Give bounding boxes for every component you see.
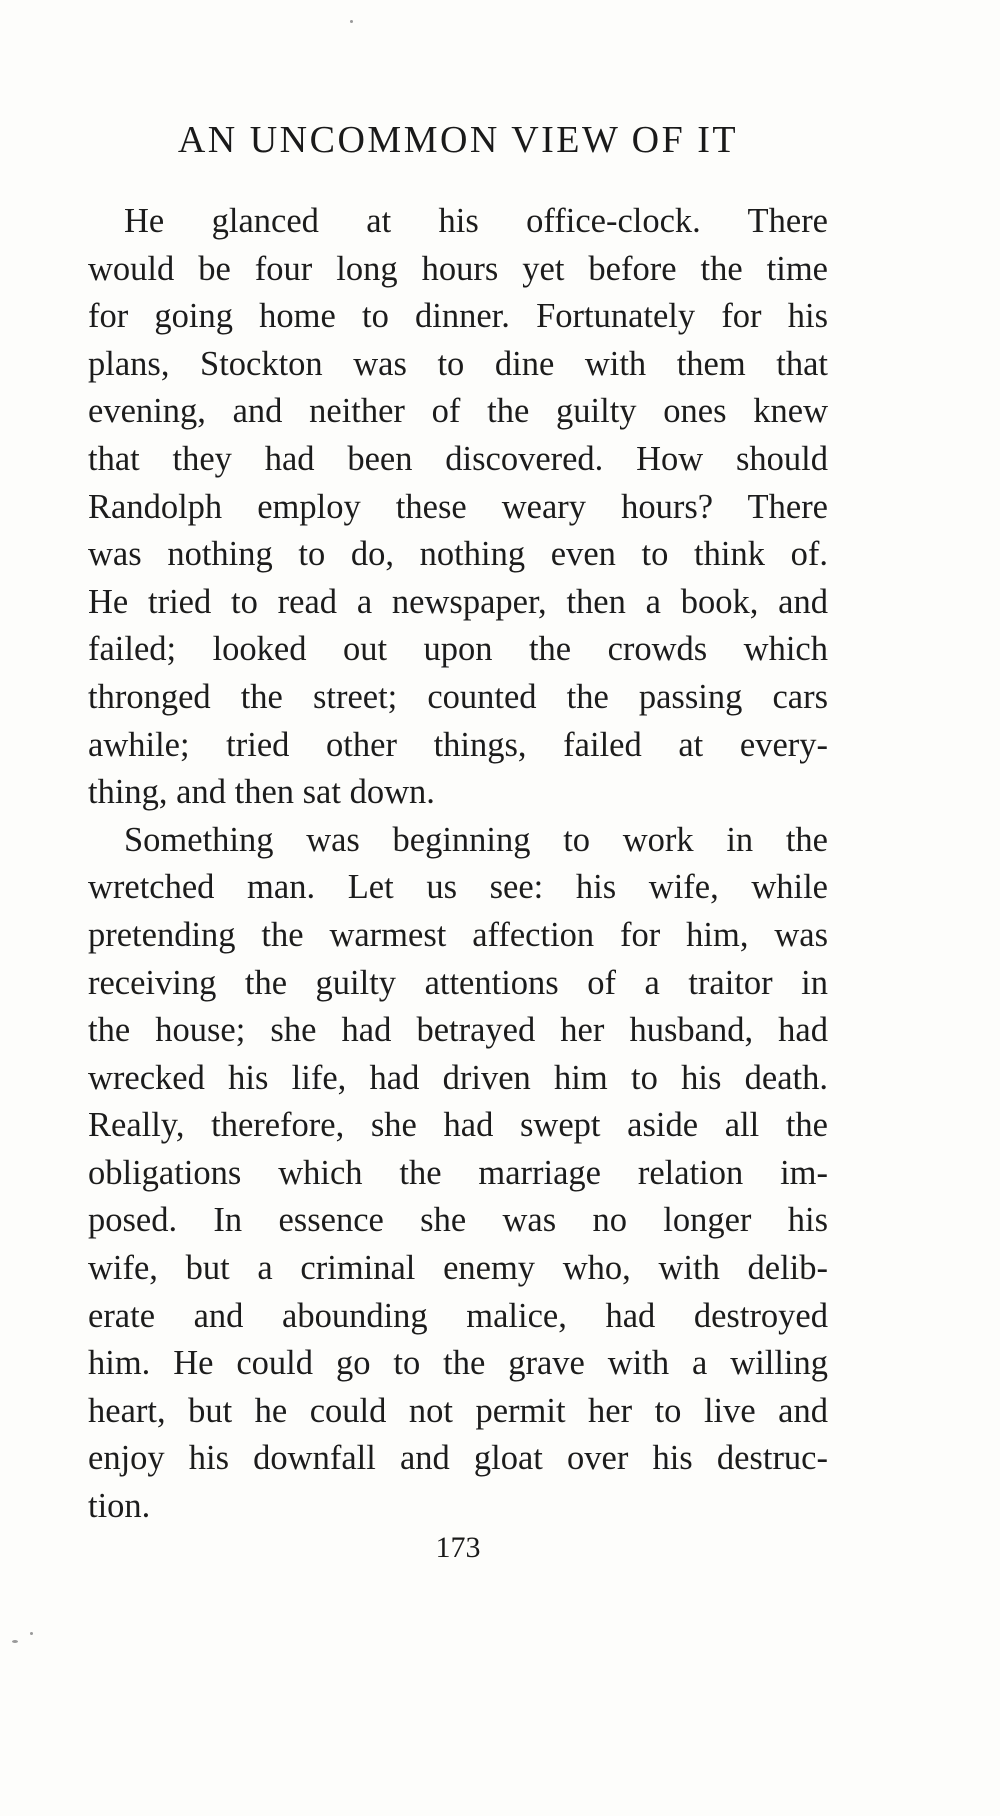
- text-line: thing, and then sat down.: [88, 773, 435, 812]
- text-line: Something was beginning to work in the: [124, 820, 828, 859]
- text-line: heart, but he could not permit her to live and: [88, 1391, 828, 1430]
- text-line: Really, therefore, she had swept aside all the: [88, 1106, 828, 1145]
- page-number: 173: [435, 1531, 481, 1564]
- paragraph-1: [88, 198, 828, 817]
- text-line: wrecked his life, had driven him to his death.: [88, 1058, 828, 1097]
- text-line: was nothing to do, nothing even to think of.: [88, 535, 828, 574]
- ink-speck: [12, 1640, 18, 1643]
- running-head: AN UNCOMMON VIEW OF IT: [177, 119, 739, 161]
- text-line: enjoy his downfall and gloat over his destruc-: [88, 1439, 828, 1478]
- text-line: He tried to read a newspaper, then a book, and: [88, 582, 828, 621]
- paragraph-2: [88, 817, 828, 1531]
- text-line: pretending the warmest affection for him, was: [88, 915, 828, 954]
- text-line: would be four long hours yet before the time: [88, 249, 828, 288]
- text-line: erate and abounding malice, had destroyed: [88, 1296, 828, 1335]
- text-line: wife, but a criminal enemy who, with delib-: [88, 1249, 828, 1288]
- text-line: thronged the street; counted the passing cars: [88, 677, 828, 716]
- text-line: Randolph employ these weary hours? There: [88, 487, 828, 526]
- text-line: plans, Stockton was to dine with them that: [88, 344, 828, 383]
- ink-speck: [350, 20, 353, 23]
- text-line: wretched man. Let us see: his wife, while: [88, 868, 828, 907]
- body-text: [88, 198, 828, 1531]
- text-line: He glanced at his office-clock. There: [124, 202, 828, 240]
- ink-speck: [30, 1632, 33, 1635]
- text-line: failed; looked out upon the crowds which: [88, 630, 828, 669]
- text-line: him. He could go to the grave with a willing: [88, 1344, 828, 1383]
- text-line: evening, and neither of the guilty ones knew: [88, 392, 828, 431]
- text-line: posed. In essence she was no longer his: [88, 1201, 828, 1240]
- text-line: obligations which the marriage relation im-: [88, 1153, 828, 1192]
- text-line: the house; she had betrayed her husband, had: [88, 1011, 828, 1050]
- text-line: for going home to dinner. Fortunately for his: [88, 297, 828, 336]
- text-line: receiving the guilty attentions of a traitor in: [88, 963, 828, 1002]
- text-line: tion.: [88, 1487, 151, 1526]
- text-line: that they had been discovered. How should: [88, 439, 828, 478]
- text-line: awhile; tried other things, failed at every-: [88, 725, 828, 764]
